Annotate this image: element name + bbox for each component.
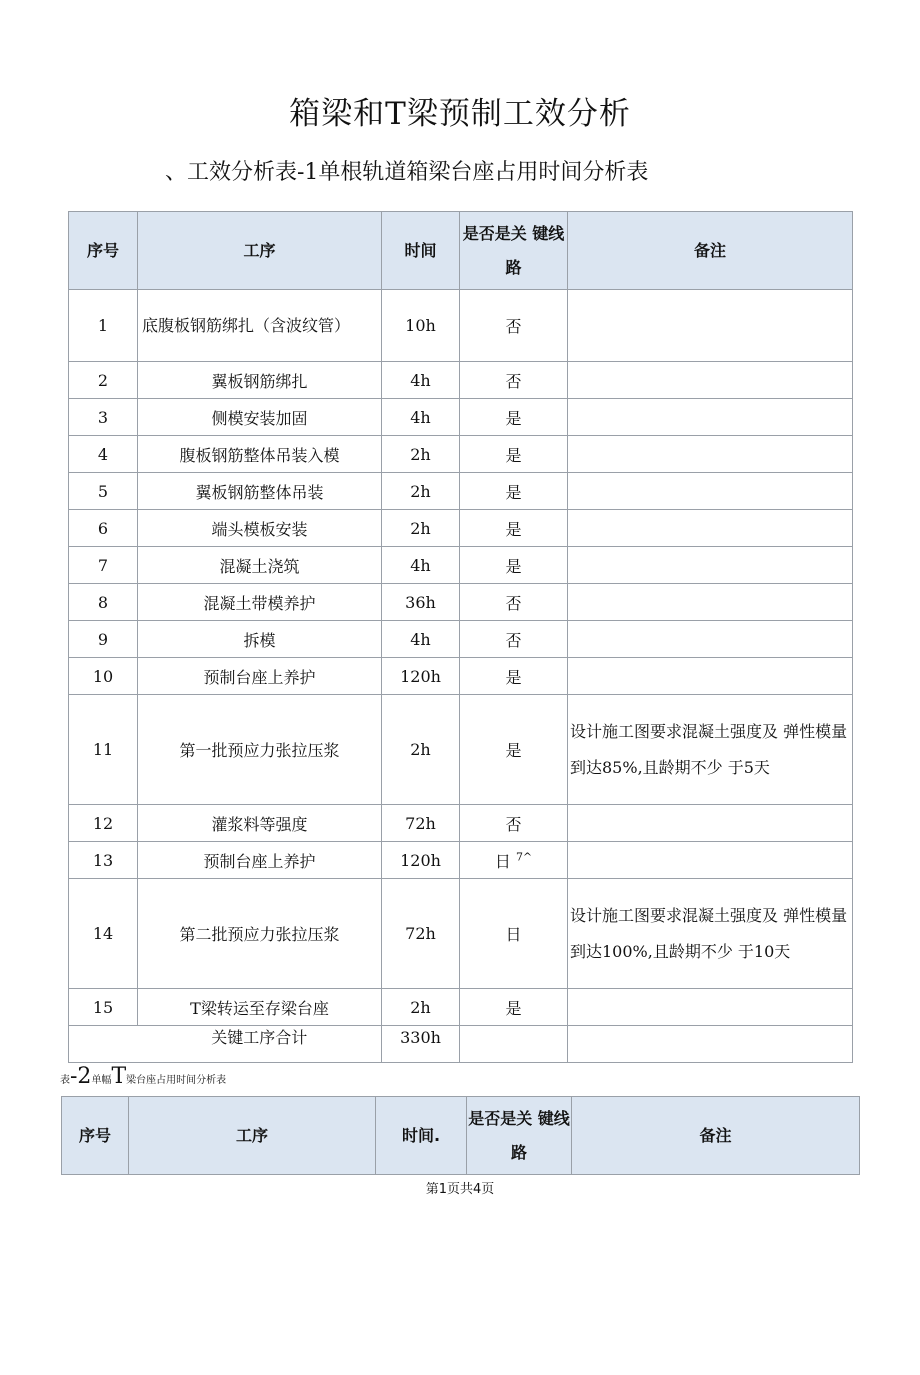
cell-remark — [568, 436, 853, 473]
cell-seq: 12 — [69, 805, 138, 842]
cell-time: 120h — [382, 842, 460, 879]
cell-process: 混凝土带模养护 — [138, 584, 382, 621]
cell-time: 120h — [382, 658, 460, 695]
cell-time: 4h — [382, 362, 460, 399]
table-row — [69, 399, 853, 436]
cell-critical: 否 — [460, 584, 568, 621]
cell-seq: 7 — [69, 547, 138, 584]
header-time: 时间 — [382, 212, 460, 290]
cell-time: 36h — [382, 584, 460, 621]
cell-process: 预制台座上养护 — [138, 842, 382, 879]
header-process: 工序 — [129, 1097, 376, 1175]
header-process: 工序 — [138, 212, 382, 290]
cell-seq: 6 — [69, 510, 138, 547]
caption2-t: T — [111, 1064, 127, 1089]
cell-critical: 是 — [460, 510, 568, 547]
cell-remark — [568, 399, 853, 436]
table2 — [61, 1096, 860, 1175]
cell-critical: 日 — [460, 879, 568, 989]
cell-time: 4h — [382, 621, 460, 658]
cell-time: 2h — [382, 695, 460, 805]
header-remark: 备注 — [572, 1097, 860, 1175]
cell-total-seq — [69, 1026, 138, 1063]
cell-remark — [568, 989, 853, 1026]
cell-remark — [568, 842, 853, 879]
cell-process: 第二批预应力张拉压浆 — [138, 879, 382, 989]
table1-caption: 、工效分析表-1单根轨道箱梁台座占用时间分析表 — [165, 160, 649, 185]
header-seq: 序号 — [62, 1097, 129, 1175]
header-seq: 序号 — [69, 212, 138, 290]
cell-process: 灌浆料等强度 — [138, 805, 382, 842]
cell-remark — [568, 584, 853, 621]
cell-remark: 设计施工图要求混凝土强度及 弹性模量到达100%,且龄期不少 于10天 — [568, 879, 853, 989]
cell-process: 底腹板钢筋绑扎（含波纹管） — [138, 290, 382, 362]
cell-seq: 15 — [69, 989, 138, 1026]
cell-total-critical — [460, 1026, 568, 1063]
cell-time: 72h — [382, 879, 460, 989]
cell-critical: 是 — [460, 658, 568, 695]
cell-critical — [460, 842, 568, 879]
cell-seq: 13 — [69, 842, 138, 879]
cell-process: 端头模板安装 — [138, 510, 382, 547]
cell-remark — [568, 547, 853, 584]
cell-seq: 11 — [69, 695, 138, 805]
table1-header-row — [69, 212, 853, 290]
total-label: 关键工序合计 — [138, 1026, 382, 1063]
cell-remark — [568, 621, 853, 658]
table2-header-row — [62, 1097, 860, 1175]
cell-time: 2h — [382, 436, 460, 473]
cell-remark — [568, 510, 853, 547]
table-row — [69, 510, 853, 547]
cell-total-remark — [568, 1026, 853, 1063]
caption2-mid: 单幅 — [91, 1075, 112, 1086]
caption2-rest: 梁台座占用时间分析表 — [126, 1075, 227, 1086]
table1 — [68, 211, 853, 1063]
header-remark: 备注 — [568, 212, 853, 290]
cell-process: T梁转运至存梁台座 — [138, 989, 382, 1026]
cell-seq: 8 — [69, 584, 138, 621]
cell-critical: 是 — [460, 695, 568, 805]
cell-remark — [568, 473, 853, 510]
scan-artifact-mark: 7^ — [515, 850, 533, 864]
caption2-prefix: 表 — [60, 1075, 70, 1086]
cell-process: 拆模 — [138, 621, 382, 658]
header-time: 时间. — [376, 1097, 467, 1175]
table-row — [69, 879, 853, 989]
critical-value: 日 — [494, 851, 511, 871]
table-row — [69, 584, 853, 621]
header-critical: 是否是关 键线路 — [460, 212, 568, 290]
table-row — [69, 695, 853, 805]
cell-remark — [568, 658, 853, 695]
cell-time: 4h — [382, 399, 460, 436]
cell-process: 翼板钢筋绑扎 — [138, 362, 382, 399]
cell-critical: 是 — [460, 473, 568, 510]
table-row — [69, 989, 853, 1026]
cell-critical: 是 — [460, 436, 568, 473]
page-footer: 第1页共4页 — [425, 1182, 495, 1197]
cell-critical: 否 — [460, 362, 568, 399]
table-row — [69, 658, 853, 695]
cell-process: 侧模安装加固 — [138, 399, 382, 436]
table-row — [69, 290, 853, 362]
table-row — [69, 473, 853, 510]
cell-seq: 4 — [69, 436, 138, 473]
header-critical: 是否是关 键线路 — [467, 1097, 572, 1175]
caption2-num: -2 — [70, 1064, 92, 1089]
cell-time: 72h — [382, 805, 460, 842]
cell-critical: 是 — [460, 547, 568, 584]
cell-process: 预制台座上养护 — [138, 658, 382, 695]
cell-process: 第一批预应力张拉压浆 — [138, 695, 382, 805]
cell-time: 10h — [382, 290, 460, 362]
cell-remark — [568, 362, 853, 399]
cell-seq: 5 — [69, 473, 138, 510]
cell-time: 2h — [382, 989, 460, 1026]
cell-process: 混凝土浇筑 — [138, 547, 382, 584]
cell-seq: 14 — [69, 879, 138, 989]
cell-seq: 3 — [69, 399, 138, 436]
cell-process: 腹板钢筋整体吊装入模 — [138, 436, 382, 473]
cell-time: 2h — [382, 510, 460, 547]
cell-seq: 2 — [69, 362, 138, 399]
cell-critical: 否 — [460, 805, 568, 842]
cell-seq: 9 — [69, 621, 138, 658]
cell-seq: 1 — [69, 290, 138, 362]
document-title: 箱梁和T梁预制工效分析 — [289, 96, 631, 132]
cell-critical: 否 — [460, 621, 568, 658]
cell-seq: 10 — [69, 658, 138, 695]
table-row — [69, 621, 853, 658]
table-total-row — [69, 1026, 853, 1063]
cell-time: 4h — [382, 547, 460, 584]
cell-remark — [568, 805, 853, 842]
cell-critical: 是 — [460, 989, 568, 1026]
total-time: 330h — [382, 1026, 460, 1063]
table-row — [69, 547, 853, 584]
cell-process: 翼板钢筋整体吊装 — [138, 473, 382, 510]
cell-remark — [568, 290, 853, 362]
cell-remark: 设计施工图要求混凝土强度及 弹性模量到达85%,且龄期不少 于5天 — [568, 695, 853, 805]
table2-caption — [60, 1064, 226, 1089]
table-row — [69, 805, 853, 842]
table-row — [69, 362, 853, 399]
cell-critical: 否 — [460, 290, 568, 362]
table-row — [69, 842, 853, 879]
cell-critical: 是 — [460, 399, 568, 436]
cell-time: 2h — [382, 473, 460, 510]
table-row — [69, 436, 853, 473]
